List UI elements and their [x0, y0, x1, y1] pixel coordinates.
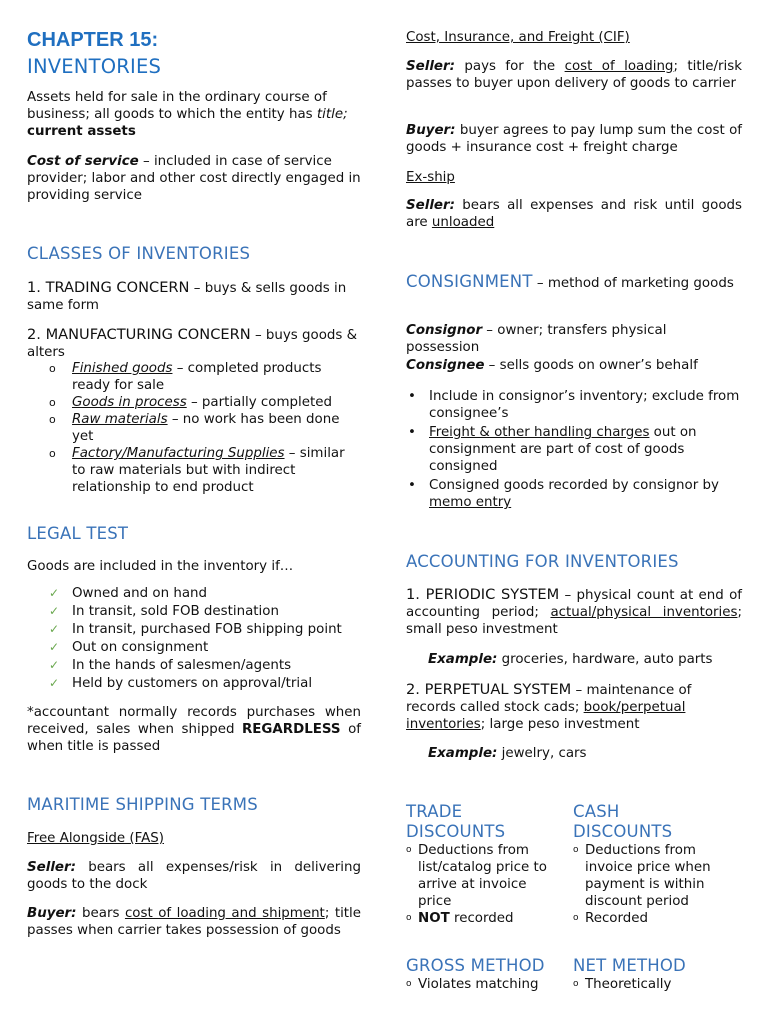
cash-discounts-heading: CASH DISCOUNTS	[573, 802, 673, 841]
check-icon: ✓	[49, 658, 60, 672]
list-item: ✓ In transit, purchased FOB shipping point	[49, 622, 342, 637]
intro-paragraph: Assets held for sale in the ordinary course of business; all goods to which the entity has title; current assets	[27, 90, 348, 139]
gross-method-heading: GROSS METHOD	[406, 956, 545, 975]
list-item: o Recorded	[573, 911, 649, 926]
consignment-heading: CONSIGNMENT	[406, 272, 533, 291]
list-item: o Deductions from invoice price when payment is within discount period	[573, 843, 711, 909]
check-icon: ✓	[49, 622, 60, 636]
list-item: o Theoretically	[573, 977, 672, 992]
cost-of-service-paragraph: Cost of service – included in case of service provider; labor and other cost directly engaged in providing service	[27, 154, 361, 203]
list-item: ✓ Owned and on hand	[49, 586, 208, 601]
list-item: ✓ In transit, sold FOB destination	[49, 604, 279, 619]
trade-discounts-heading: TRADE DISCOUNTS	[406, 802, 506, 841]
cif-buyer: Buyer: buyer agrees to pay lump sum the cost of goods + insurance cost + freight charge	[406, 123, 742, 155]
legal-test-intro: Goods are included in the inventory if…	[27, 559, 294, 574]
list-item: ✓ Held by customers on approval/trial	[49, 676, 313, 691]
trade-discounts-block	[406, 802, 566, 927]
consignment-heading-line: CONSIGNMENT – method of marketing goods	[406, 272, 734, 291]
cif-title: Cost, Insurance, and Freight (CIF)	[406, 30, 630, 45]
check-icon: ✓	[49, 586, 60, 600]
legal-test-heading: LEGAL TEST	[27, 524, 129, 543]
list-item: o NOT recorded	[406, 911, 514, 926]
exship-title: Ex-ship	[406, 170, 455, 185]
exship-seller: Seller: bears all expenses and risk until goods are unloaded	[406, 198, 742, 230]
cash-discounts-block	[573, 802, 733, 927]
list-item: ✓ In the hands of salesmen/agents	[49, 658, 292, 673]
list-item: o Goods in process – partially completed	[49, 395, 332, 410]
legal-test-note: *accountant normally records purchases when received, sales when shipped REGARDLESS of when title is passed	[27, 705, 362, 754]
perpetual-example: Example: jewelry, cars	[428, 746, 587, 761]
chapter-title: INVENTORIES	[27, 55, 162, 78]
gross-method-block	[406, 956, 566, 993]
fas-buyer: Buyer: bears cost of loading and shipment; title passes when carrier takes possession of goods	[27, 906, 361, 938]
list-item: • Consigned goods recorded by consignor by memo entry	[408, 478, 719, 510]
consignment-list	[406, 388, 742, 511]
list-item: o Factory/Manufacturing Supplies – similar to raw materials but with indirect relationship to end product	[49, 446, 345, 495]
list-item: o Violates matching	[406, 977, 539, 992]
consignee-def: Consignee – sells goods on owner’s behalf	[406, 358, 698, 373]
list-item: ✓ Out on consignment	[49, 640, 209, 655]
periodic-example: Example: groceries, hardware, auto parts	[428, 652, 713, 667]
list-item: o Finished goods – completed products ready for sale	[49, 361, 322, 393]
list-item: o Raw materials – no work has been done yet	[49, 412, 340, 444]
periodic-system: 1. PERIODIC SYSTEM – physical count at end of accounting period; actual/physical inventories; small peso investment	[406, 586, 742, 637]
accounting-heading: ACCOUNTING FOR INVENTORIES	[406, 552, 679, 571]
check-icon: ✓	[49, 640, 60, 654]
classes-heading: CLASSES OF INVENTORIES	[27, 244, 251, 263]
check-icon: ✓	[49, 604, 60, 618]
net-method-heading: NET METHOD	[573, 956, 686, 975]
list-item: o Deductions from list/catalog price to arrive at invoice price	[406, 843, 547, 909]
manufacturing-inventory-list	[49, 360, 361, 496]
trading-concern: 1. TRADING CONCERN – buys & sells goods in same form	[27, 279, 347, 313]
maritime-heading: MARITIME SHIPPING TERMS	[27, 795, 258, 814]
list-item: • Freight & other handling charges out on consignment are part of cost of goods consigned	[408, 425, 697, 474]
fas-seller: Seller: bears all expenses/risk in delivering goods to the dock	[27, 860, 361, 892]
net-method-block	[573, 956, 733, 993]
cif-seller: Seller: pays for the cost of loading; title/risk passes to buyer upon delivery of goods to carrier	[406, 59, 743, 91]
check-icon: ✓	[49, 676, 60, 690]
list-item: • Include in consignor’s inventory; exclude from consignee’s	[408, 389, 740, 421]
consignor-def: Consignor – owner; transfers physical possession	[406, 323, 667, 355]
chapter-number: CHAPTER 15:	[27, 29, 159, 51]
fas-title: Free Alongside (FAS)	[27, 831, 165, 846]
manufacturing-concern: 2. MANUFACTURING CONCERN – buys goods & alters	[27, 326, 358, 360]
perpetual-system: 2. PERPETUAL SYSTEM – maintenance of records called stock cads; book/perpetual inventories; large peso investment	[406, 681, 692, 732]
legal-test-list	[49, 585, 361, 693]
